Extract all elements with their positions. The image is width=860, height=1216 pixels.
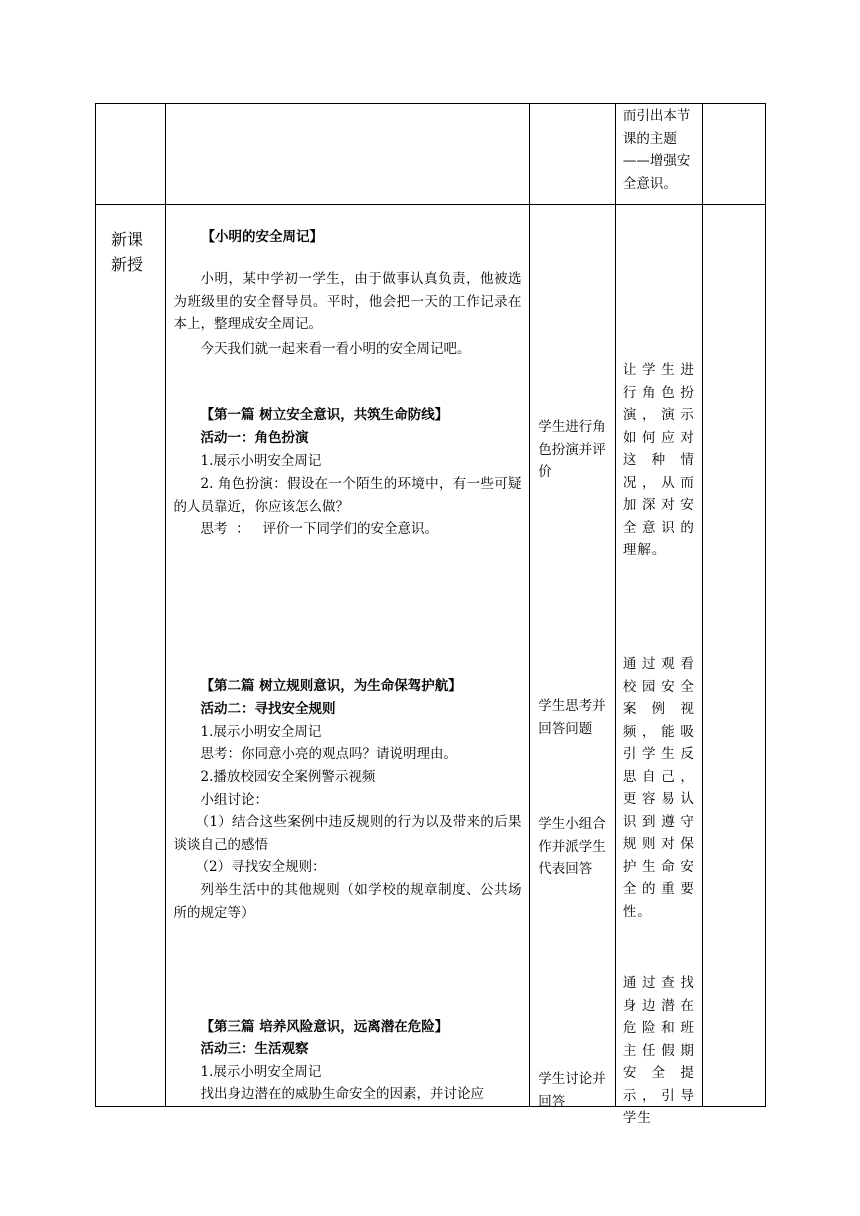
table-cell: [165, 104, 530, 205]
table-cell: [615, 104, 702, 205]
lesson-plan-table: [95, 103, 766, 1126]
part2-sub: （1）结合这些案例中违反规则的行为以及带来的后果谈谈自己的感悟: [173, 814, 522, 853]
part3-title: 【第三篇 培养风险意识，远离潜在危险】: [200, 1019, 449, 1035]
design-intent-text: 通过查找身边潜在危险和班主任假期安全提示，引导学生: [622, 975, 695, 1126]
part2-item: 2.播放校园安全案例警示视频: [200, 769, 376, 785]
section-label-cell: [96, 205, 166, 1107]
intro-paragraph: 小明，某中学初一学生，由于做事认真负责，他被选为班级里的安全督导员。平时，他会把一天的工作记录在本上，整理成安全周记。: [173, 271, 522, 332]
part3-activity: 活动三：生活观察: [200, 1041, 309, 1057]
student-activity-text: 学生思考并回答问题: [538, 698, 606, 737]
intro-paragraph: 今天我们就一起来看一看小明的安全周记吧。: [200, 341, 471, 357]
part2-activity: 活动二：寻找安全规则: [200, 701, 336, 717]
table-row: [96, 205, 766, 1107]
teacher-activity-cell: [165, 205, 530, 1107]
part2-title: 【第二篇 树立规则意识，为生命保驾护航】: [200, 678, 462, 694]
part1-title: 【第一篇 树立安全意识，共筑生命防线】: [200, 407, 449, 423]
part3-text: 找出身边潜在的威胁生命安全的因素，并讨论应: [200, 1086, 485, 1102]
student-activity-cell: [530, 205, 616, 1110]
intro-title: 【小明的安全周记】: [201, 229, 324, 245]
part1-activity: 活动一：角色扮演: [200, 430, 309, 446]
table-cell: [530, 104, 616, 205]
part2-think: 思考：你同意小亮的观点吗？请说明理由。: [200, 746, 458, 762]
design-intent-cell: [615, 205, 702, 1126]
part1-think: 思考 ： 评价一下同学们的安全意识。: [200, 521, 438, 537]
table-row: [96, 104, 766, 205]
table-cell: [702, 205, 766, 1107]
design-intent-text: 让学生进行角色扮演，演示如何应对这种情况，从而加深对安全意识的理解。: [622, 362, 695, 558]
part1-item: 1.展示小明安全周记: [200, 453, 322, 469]
student-activity-text: 学生进行角色扮演并评价: [538, 419, 606, 480]
table-cell: [702, 104, 766, 205]
design-intent-text: 通过观看校园安全案例视频，能吸引学生反思自己，更容易认识到遵守规则对保护生命安全的重要性。: [622, 656, 695, 920]
part2-list: 列举生活中的其他规则（如学校的规章制度、公共场所的规定等）: [173, 882, 522, 921]
part2-sub: （2）寻找安全规则：: [195, 859, 326, 875]
student-activity-text: 学生讨论并回答: [538, 1071, 606, 1110]
table-cell: [96, 104, 166, 205]
design-intent-text: 而引出本节课的主题——增强安全意识。: [622, 108, 691, 192]
part1-item: 2. 角色扮演：假设在一个陌生的环境中，有一些可疑的人员靠近，你应该怎么做？: [173, 476, 522, 515]
section-label: 新课新授: [111, 230, 144, 274]
part2-group: 小组讨论：: [200, 792, 269, 808]
part3-item: 1.展示小明安全周记: [200, 1064, 322, 1080]
part2-item: 1.展示小明安全周记: [200, 724, 322, 740]
student-activity-text: 学生小组合作并派学生代表回答: [538, 816, 606, 877]
